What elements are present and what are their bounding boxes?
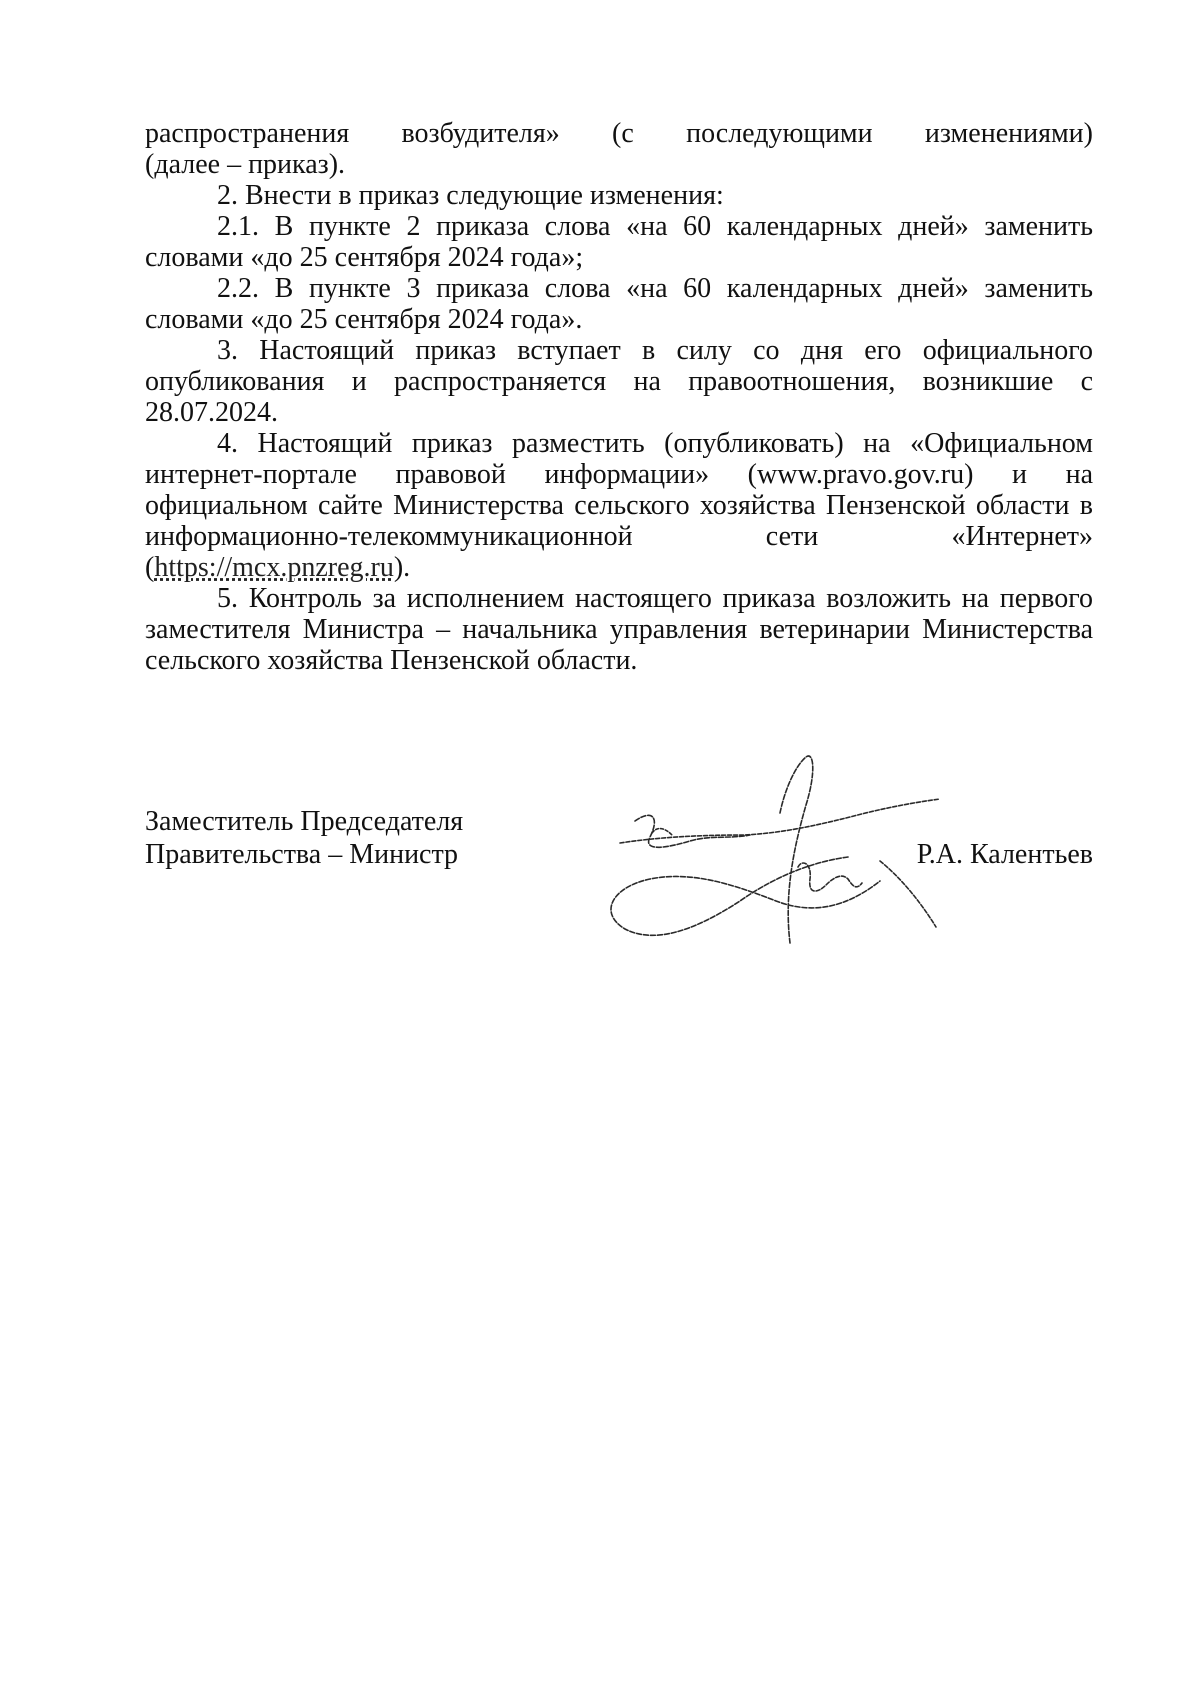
paragraph-5: 5. Контроль за исполнением настоящего приказа возложить на первого заместителя Министра – начальника управления ветеринарии Министерства сельского хозяйства Пензенской области.: [145, 583, 1093, 676]
paragraph-4: [145, 428, 1093, 583]
signatory-title: [145, 805, 463, 871]
signatory-title-line: Заместитель Председателя: [145, 806, 464, 837]
signature-block: [145, 805, 1093, 975]
paragraph-4-text: 4. Настоящий приказ разместить (опубликовать) на «Официальном интернет-портале правовой информации» (www.pravo.gov.ru) и на официальном сайте Министерства сельского хозяйства Пензенской области в информационно-телекоммуникационной сети «Интернет» (: [145, 428, 1093, 583]
paragraph-3: 3. Настоящий приказ вступает в силу со дня его официального опубликования и распространяется на правоотношения, возникшие с 28.07.2024.: [145, 335, 1093, 428]
document-body: [145, 118, 1093, 676]
paragraph-2-2: 2.2. В пункте 3 приказа слова «на 60 календарных дней» заменить словами «до 25 сентября 2024 года».: [145, 273, 1093, 335]
paragraph-2: 2. Внести в приказ следующие изменения:: [217, 180, 724, 211]
handwritten-signature-icon: [580, 743, 970, 983]
website-link[interactable]: https://mcx.pnzreg.ru: [154, 552, 394, 583]
text-line: (далее – приказ).: [145, 149, 346, 180]
signatory-title-line: Правительства – Министр: [145, 839, 459, 870]
paragraph-2-1: 2.1. В пункте 2 приказа слова «на 60 календарных дней» заменить словами «до 25 сентября 2024 года»;: [145, 211, 1093, 273]
signatory-name: Р.А. Калентьев: [916, 839, 1093, 870]
paragraph-continuation: [145, 118, 1093, 180]
paragraph-4-tail: ).: [393, 552, 411, 583]
text-line: распространения возбудителя» (с последующими изменениями): [145, 118, 1093, 149]
